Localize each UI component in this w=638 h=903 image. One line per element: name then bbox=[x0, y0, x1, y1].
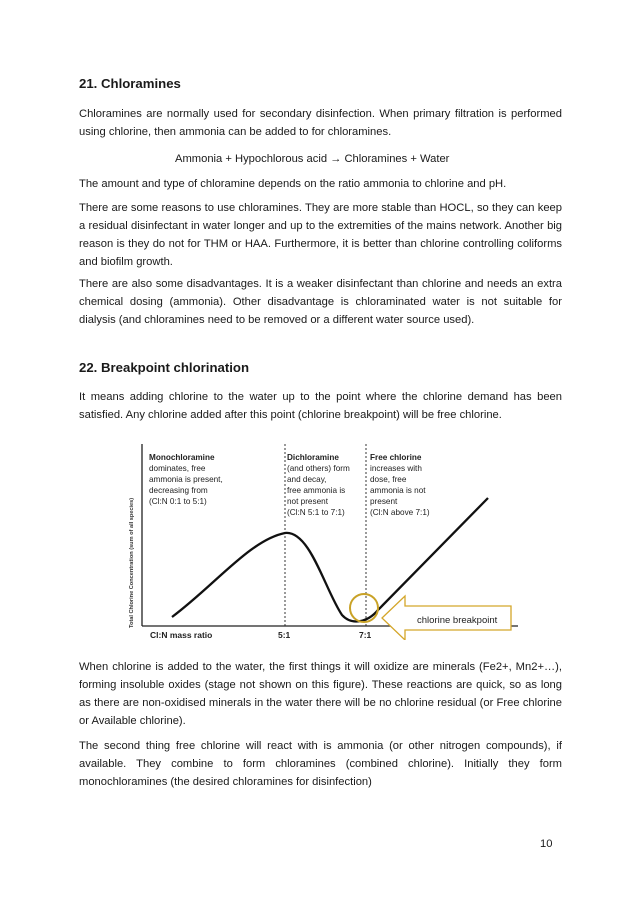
breakpoint-callout-label: chlorine breakpoint bbox=[417, 615, 498, 626]
x-tick-5-1: 5:1 bbox=[278, 630, 291, 640]
zone-text: not present bbox=[287, 497, 328, 506]
paragraph: There are some reasons to use chloramines. They are more stable than HOCL, so they can keep a residual disinfectant in water longer and up to the extremities of the mains network. Another big reason is they do not for THM or HAA. Furthermore, it is better than chlorine controlling coliforms and biofilm growth. bbox=[79, 202, 562, 268]
zone-text: (Cl:N 5:1 to 7:1) bbox=[287, 508, 345, 517]
zone-text: (and others) form bbox=[287, 464, 350, 473]
section-heading-breakpoint: 22. Breakpoint chlorination bbox=[79, 360, 250, 375]
paragraph: Chloramines are normally used for secondary disinfection. When primary filtration is performed using chlorine, then ammonia can be added to for chloramines. bbox=[79, 108, 562, 138]
page-number: 10 bbox=[540, 838, 553, 850]
equation: Ammonia + Hypochlorous acid → Chloramines + Water bbox=[175, 153, 450, 165]
x-tick-7-1: 7:1 bbox=[359, 630, 372, 640]
zone-text: dominates, free bbox=[149, 464, 206, 473]
zone-text: ammonia is present, bbox=[149, 475, 223, 484]
paragraph: The amount and type of chloramine depends on the ratio ammonia to chlorine and pH. bbox=[79, 178, 507, 190]
paragraph: When chlorine is added to the water, the first things it will oxidize are minerals (Fe2+, Mn2+…), forming insoluble oxides (stage not shown on this figure). These reactions are quick, so as long as there are non-oxidised minerals in the water there will be no chlorine residual (or Free chlorine or Available chlorine). bbox=[79, 661, 562, 727]
zone-free-chlorine-title: Free chlorine bbox=[370, 453, 422, 462]
zone-text: (Cl:N above 7:1) bbox=[370, 508, 430, 517]
breakpoint-chlorination-figure bbox=[120, 440, 520, 640]
breakpoint-circle bbox=[350, 594, 378, 622]
zone-text: and decay, bbox=[287, 475, 327, 484]
zone-dichloramine-title: Dichloramine bbox=[287, 453, 339, 462]
zone-text: free ammonia is bbox=[287, 486, 346, 495]
x-axis-label: Cl:N mass ratio bbox=[150, 630, 213, 640]
zone-text: increases with bbox=[370, 464, 422, 473]
zone-text: dose, free bbox=[370, 475, 407, 484]
paragraph: The second thing free chlorine will react with is ammonia (or other nitrogen compounds), if available. They combine to form chloramines (combined chlorine). Initially they form monochloramines (the desired chloramines for disinfection) bbox=[79, 740, 562, 788]
paragraph: There are also some disadvantages. It is a weaker disinfectant than chlorine and needs an extra chemical dosing (ammonia). Other disadvantage is chloraminated water is not suitable for dialysis (and chloramines need to be removed or a different water source used). bbox=[79, 278, 562, 326]
paragraph: It means adding chlorine to the water up to the point where the chlorine demand has been satisfied. Any chlorine added after this point (chlorine breakpoint) will be free chlorine. bbox=[79, 391, 562, 421]
zone-text: decreasing from bbox=[149, 486, 208, 495]
y-axis-label: Total Chlorine Concentration (sum of all species) bbox=[129, 497, 135, 628]
zone-text: (Cl:N 0:1 to 5:1) bbox=[149, 497, 207, 506]
zone-monochloramine-title: Monochloramine bbox=[149, 453, 215, 462]
zone-text: present bbox=[370, 497, 398, 506]
section-heading-chloramines: 21. Chloramines bbox=[79, 76, 181, 91]
zone-text: ammonia is not bbox=[370, 486, 426, 495]
